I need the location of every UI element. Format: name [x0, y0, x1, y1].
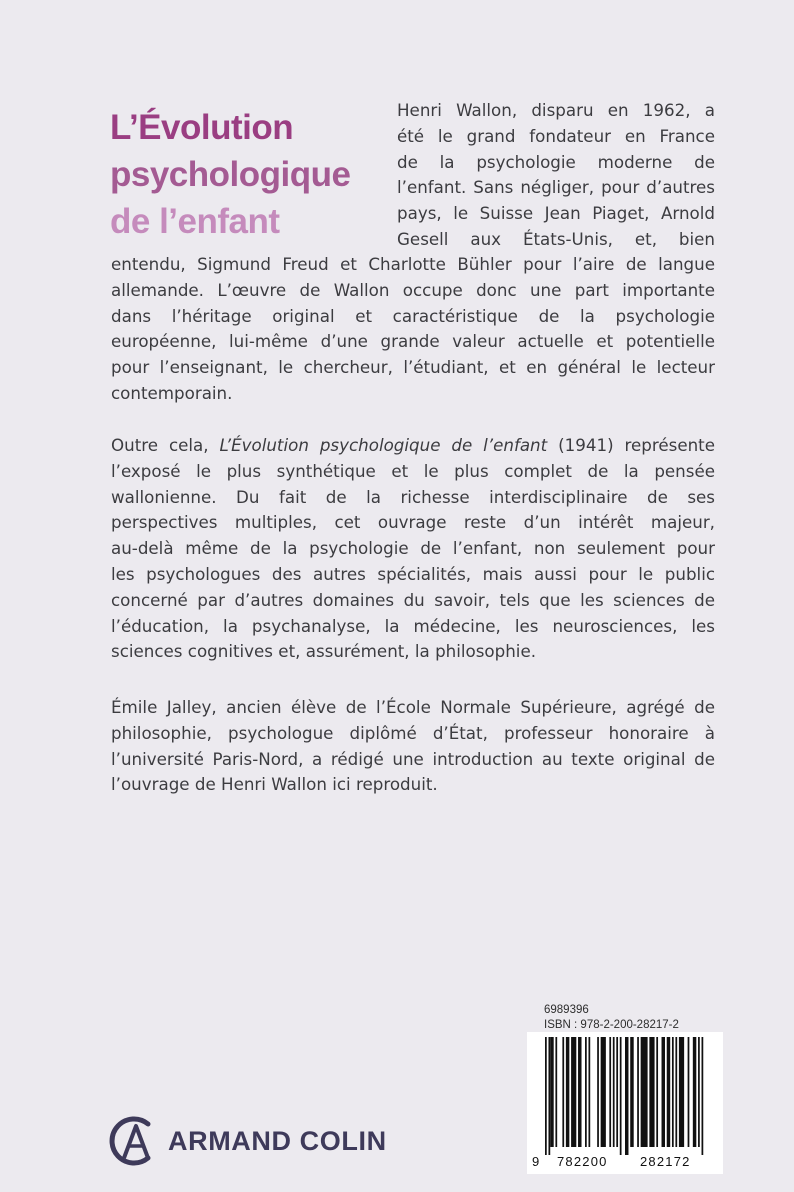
- title-line-2: psychologique: [110, 155, 351, 194]
- isbn-info: [544, 1003, 679, 1033]
- paragraph-1-rest: [111, 252, 715, 407]
- barcode-bar: [656, 1037, 658, 1147]
- barcode-bar: [625, 1037, 628, 1155]
- text-line: sciences cognitives et, assurément, la philosophie.: [111, 641, 537, 662]
- text-line: européenne, lui-même d’une grande valeur actuelle et potentielle: [111, 331, 715, 352]
- barcode-bar: [662, 1037, 665, 1147]
- barcode-bars: [545, 1037, 705, 1155]
- text-line: pays, le Suisse Jean Piaget, Arnold: [397, 203, 715, 224]
- text-line: de la psychologie moderne de: [397, 151, 715, 172]
- publisher-name: ARMAND COLIN: [168, 1125, 387, 1156]
- publisher-logo: [108, 1102, 387, 1180]
- barcode-bar: [578, 1037, 581, 1147]
- text-line: philosophie, psychologue diplômé d’État, professeur honoraire à: [111, 722, 715, 743]
- barcode-bar: [555, 1037, 557, 1147]
- barcode-bar: [672, 1037, 674, 1147]
- barcode-bar: [698, 1037, 700, 1147]
- barcode-bar: [630, 1037, 633, 1147]
- barcode-bar: [550, 1037, 553, 1147]
- text-line: dans l’héritage original et caractéristique de la psychologie: [111, 305, 715, 326]
- barcode-digit-first: 9: [532, 1154, 540, 1169]
- text-line: les psychologues des autres spécialités, mais aussi pour le public: [111, 563, 715, 584]
- text-line: au-delà même de la psychologie de l’enfant, non seulement pour: [111, 538, 715, 559]
- barcode-bar: [571, 1037, 576, 1147]
- text-line: l’université Paris-Nord, a rédigé une introduction au texte original de: [111, 748, 715, 769]
- barcode: [527, 1032, 723, 1174]
- text-line: entendu, Sigmund Freud et Charlotte Bühler pour l’aire de langue: [111, 254, 715, 274]
- product-code: 6989396: [544, 1004, 589, 1016]
- barcode-bar: [693, 1037, 696, 1147]
- barcode-bar: [597, 1037, 599, 1147]
- barcode-bar: [675, 1037, 677, 1147]
- title-line-3: de l’enfant: [110, 202, 280, 241]
- text-line: Émile Jalley, ancien élève de l’École Normale Supérieure, agrégé de: [111, 697, 715, 717]
- author-bio: [111, 695, 715, 798]
- barcode-digits-left: 782200: [557, 1154, 608, 1169]
- barcode-bar: [548, 1037, 550, 1155]
- text-line: l’exposé le plus synthétique et le plus complet de la pensée: [111, 460, 715, 481]
- barcode-bar: [585, 1037, 587, 1147]
- text-line: l’ouvrage de Henri Wallon ici reproduit.: [111, 774, 438, 795]
- text-line: allemande. L’œuvre de Wallon occupe donc une part importante: [111, 279, 715, 300]
- barcode-bar: [566, 1037, 569, 1147]
- barcode-bar: [620, 1037, 622, 1155]
- text-fragment: Outre cela,: [111, 435, 220, 455]
- barcode-bar: [545, 1037, 547, 1155]
- barcode-bar: [688, 1037, 690, 1147]
- paragraph-2: [111, 433, 715, 665]
- barcode-bar: [616, 1037, 618, 1147]
- text-line: Henri Wallon, disparu en 1962, a: [397, 100, 715, 120]
- text-line: Gesell aux États-Unis, et, bien: [397, 228, 715, 249]
- barcode-bar: [702, 1037, 704, 1155]
- barcode-bar: [562, 1037, 564, 1147]
- title-line-1: L’Évolution: [110, 108, 294, 147]
- barcode-bar: [667, 1037, 670, 1147]
- text-line: été le grand fondateur en France: [397, 125, 715, 146]
- barcode-bar: [641, 1037, 648, 1147]
- text-line: contemporain.: [111, 382, 233, 403]
- book-title: [110, 104, 390, 245]
- barcode-bar: [601, 1037, 606, 1147]
- text-line: [111, 433, 715, 459]
- book-title-italic: L’Évolution psychologique de l’enfant: [219, 435, 548, 455]
- barcode-bar: [609, 1037, 611, 1147]
- text-line: wallonienne. Du fait de la richesse interdisciplinaire de ses: [111, 486, 715, 507]
- armand-colin-logo-icon: [108, 1114, 162, 1168]
- isbn-label: ISBN : 978-2-200-28217-2: [544, 1019, 679, 1031]
- text-line: l’éducation, la psychanalyse, la médecine, les neurosciences, les: [111, 615, 715, 636]
- paragraph-1-top: [397, 98, 715, 253]
- barcode-bar: [679, 1037, 684, 1147]
- barcode-bar: [588, 1037, 590, 1147]
- text-line: perspectives multiples, cet ouvrage reste d’un intérêt majeur,: [111, 512, 715, 533]
- text-fragment: (1941) représente: [547, 435, 715, 455]
- text-line: pour l’enseignant, le chercheur, l’étudiant, et en général le lecteur: [111, 357, 715, 378]
- barcode-digits-right: 282172: [640, 1154, 691, 1169]
- text-line: l’enfant. Sans négliger, pour d’autres: [397, 177, 715, 198]
- barcode-bar: [637, 1037, 639, 1147]
- barcode-bar: [649, 1037, 654, 1147]
- barcode-bar: [613, 1037, 615, 1147]
- text-line: concerné par d’autres domaines du savoir, tels que les sciences de: [111, 589, 715, 610]
